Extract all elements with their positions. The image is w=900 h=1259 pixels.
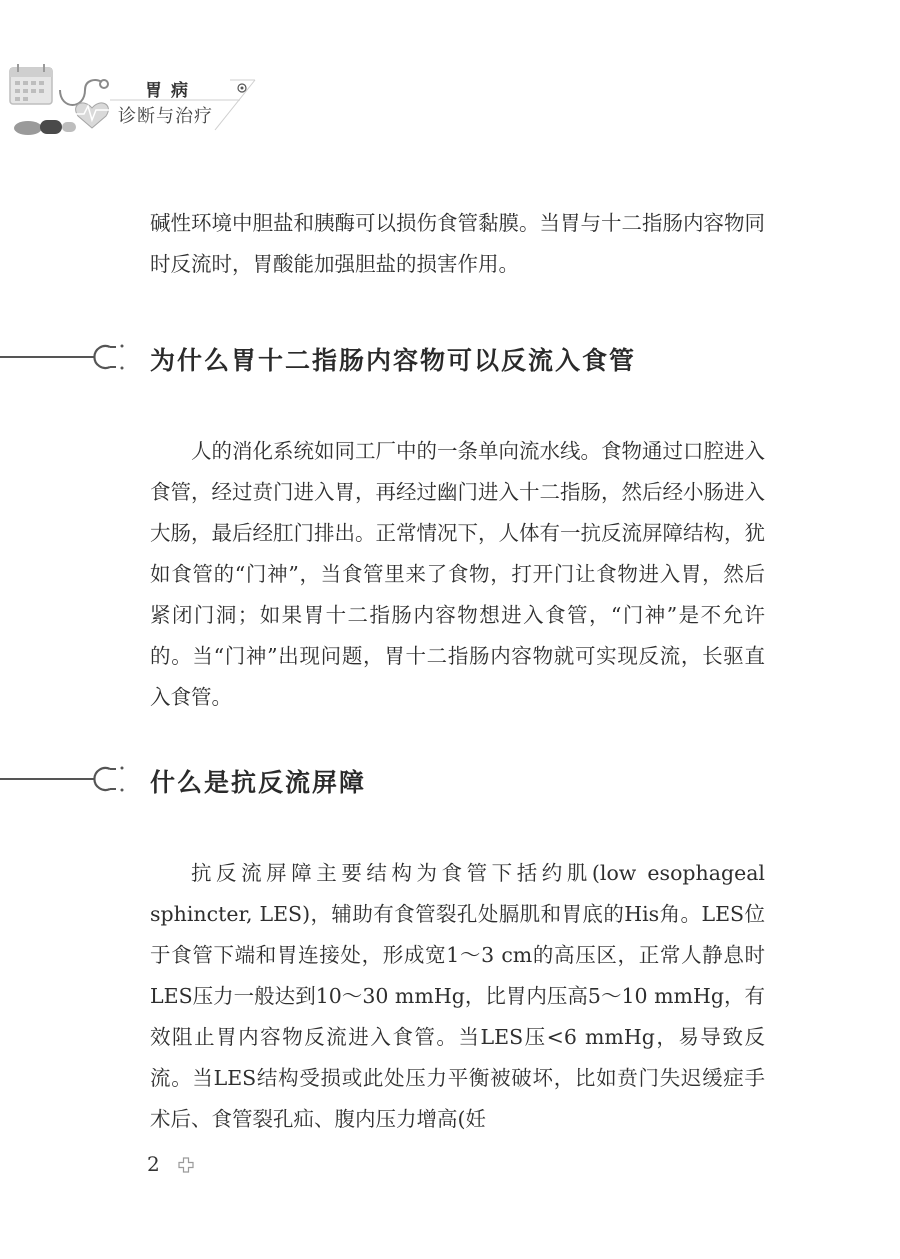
section-title: 什么是抗反流屏障 bbox=[150, 768, 367, 797]
section-heading-reflux bbox=[0, 333, 900, 383]
stethoscope-icon bbox=[0, 333, 140, 383]
book-subtitle: 诊断与治疗 bbox=[118, 106, 213, 127]
paragraph-reflux: 人的消化系统如同工厂中的一条单向流水线。食物通过口腔进入食管，经过贲门进入胃，再经过幽门进入十二指肠，然后经小肠进入大肠，最后经肛门排出。正常情况下，人体有一抗反流屏障结构，犹如食管的“门神”，当食管里来了食物，打开门让食物进入胃，然后紧闭门洞；如果胃十二指肠内容物想进入食管，“门神”是不允许的。当“门神”出现问题，胃十二指肠内容物就可实现反流，长驱直入食管。 bbox=[150, 439, 765, 709]
medical-cross-icon bbox=[178, 1157, 194, 1173]
paragraph-intro: 碱性环境中胆盐和胰酶可以损伤食管黏膜。当胃与十二指肠内容物同时反流时，胃酸能加强胆盐的损害作用。 bbox=[150, 211, 765, 276]
section-title: 为什么胃十二指肠内容物可以反流入食管 bbox=[150, 346, 637, 375]
book-title: 胃病 bbox=[145, 81, 197, 101]
section-heading-barrier bbox=[0, 755, 900, 805]
stethoscope-icon bbox=[0, 755, 140, 805]
page-number: 2 bbox=[147, 1152, 160, 1176]
paragraph-barrier: 抗反流屏障主要结构为食管下括约肌(low esophageal sphincter, LES)，辅助有食管裂孔处膈肌和胃底的His角。LES位于食管下端和胃连接处，形成宽1～3 cm的高压区，正常人静息时LES压力一般达到10～30 mmHg，比胃内压高5～10 mmHg，有效阻止胃内容物反流进入食管。当LES压<6 mmHg，易导致反流。当LES结构受损或此处压力平衡被破坏，比如贲门失迟缓症手术后、食管裂孔疝、腹内压力增高(妊 bbox=[150, 861, 765, 1131]
